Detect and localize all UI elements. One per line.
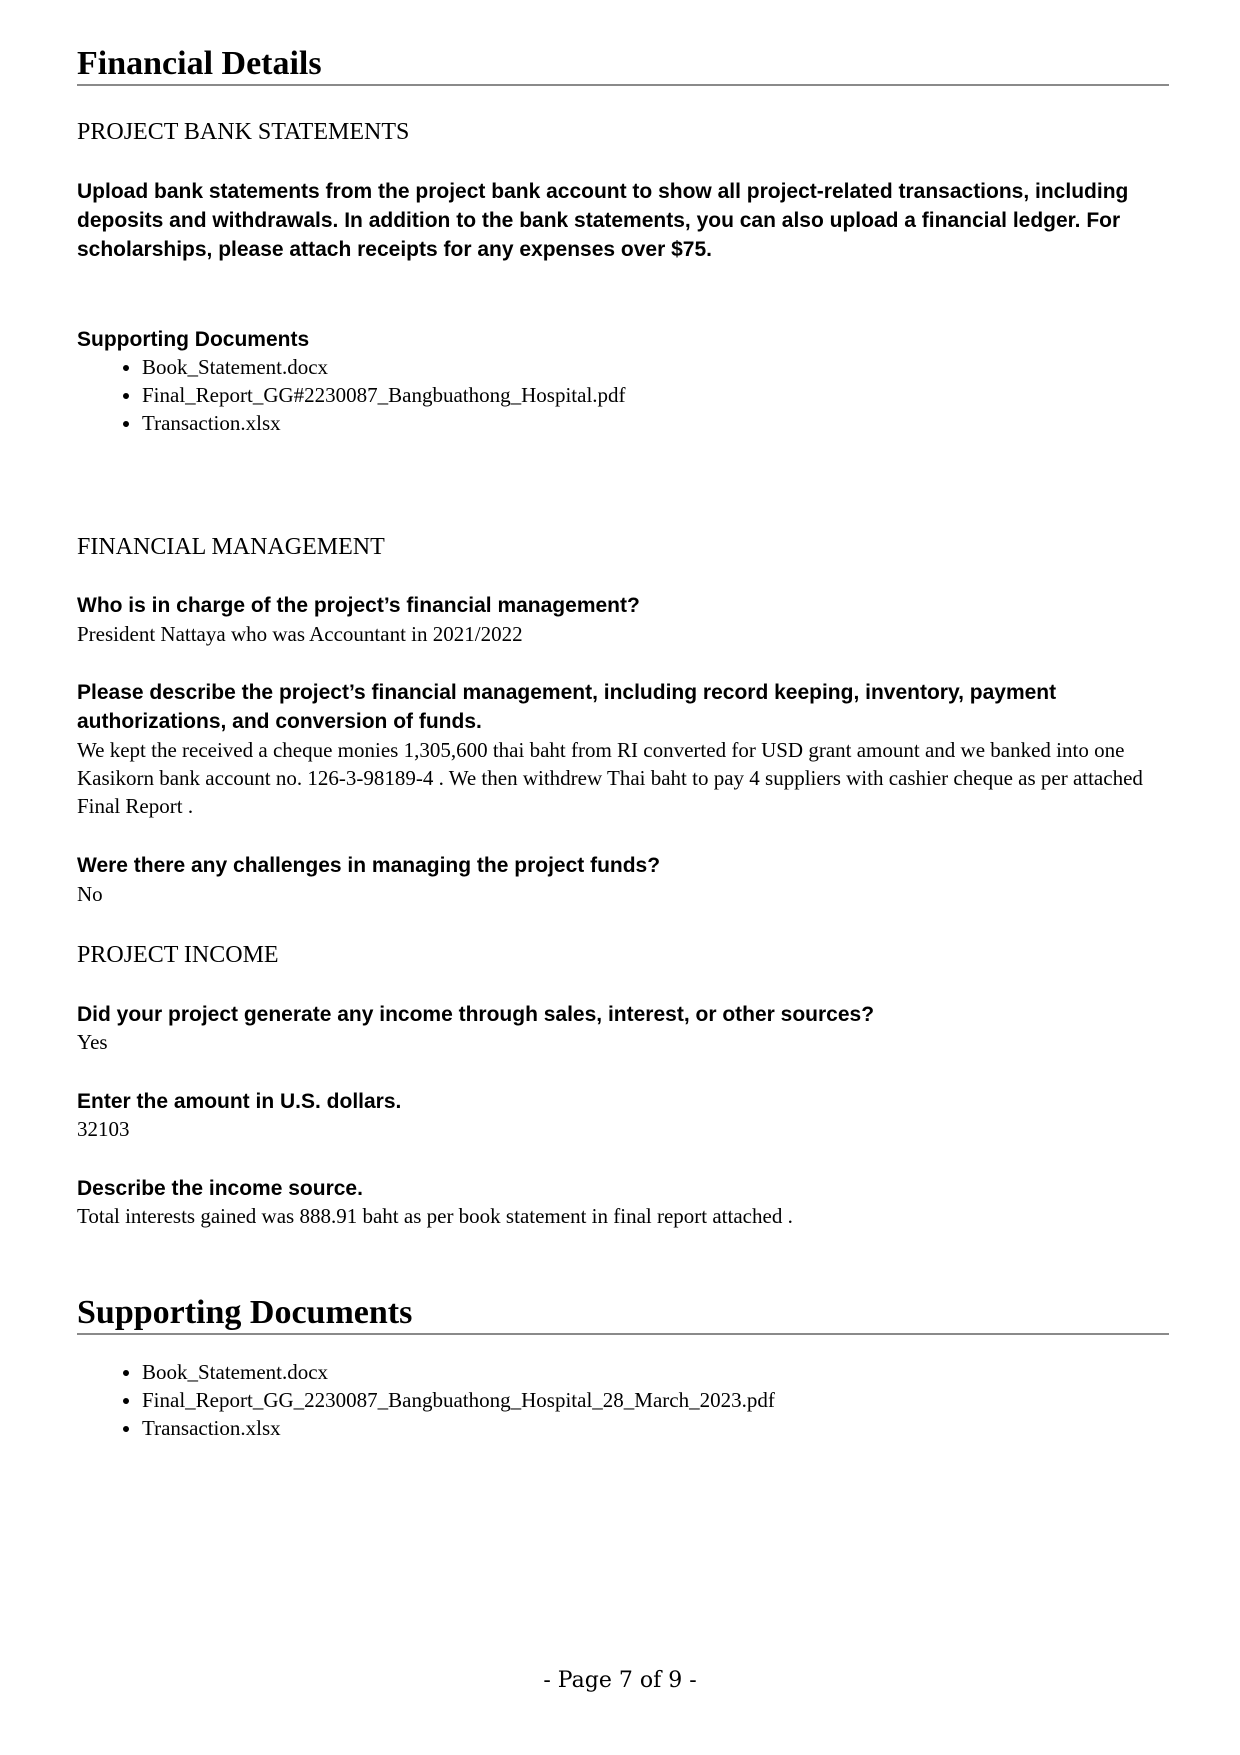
document-item[interactable]: • Transaction.xlsx bbox=[142, 409, 626, 437]
heading-financial-management: FINANCIAL MANAGEMENT bbox=[77, 534, 385, 560]
question-financial-manager: Who is in charge of the project’s financial management? bbox=[77, 594, 640, 617]
heading-project-income: PROJECT INCOME bbox=[77, 942, 279, 968]
question-amount-usd: Enter the amount in U.S. dollars. bbox=[77, 1090, 402, 1113]
supporting-documents-label: Supporting Documents bbox=[77, 328, 310, 351]
answer-amount-usd: 32103 bbox=[77, 1117, 130, 1141]
question-income-source: Describe the income source. bbox=[77, 1177, 363, 1200]
document-item[interactable]: • Transaction.xlsx bbox=[142, 1414, 775, 1442]
supporting-documents-list bbox=[77, 1358, 775, 1442]
answer-income-source: Total interests gained was 888.91 baht as per book statement in final report attached . bbox=[77, 1204, 793, 1228]
answer-challenges: No bbox=[77, 882, 103, 906]
section-title-supporting-documents: Supporting Documents bbox=[77, 1293, 1169, 1335]
question-challenges: Were there any challenges in managing the project funds? bbox=[77, 854, 661, 877]
section-title-financial-details: Financial Details bbox=[77, 44, 1169, 86]
document-item[interactable]: • Final_Report_GG#2230087_Bangbuathong_Hospital.pdf bbox=[142, 381, 626, 409]
question-income-generated: Did your project generate any income through sales, interest, or other sources? bbox=[77, 1003, 875, 1026]
question-financial-management-description: Please describe the project’s financial management, including record keeping, inventory, payment authorizations, and conversion of funds. bbox=[77, 681, 1057, 733]
document-item[interactable]: • Book_Statement.docx bbox=[142, 353, 626, 381]
page-number-footer: - Page 7 of 9 - bbox=[543, 1668, 697, 1693]
bank-statements-instructions: Upload bank statements from the project bank account to show all project-related transactions, including deposits and withdrawals. In addition to the bank statements, you can also upload a financial ledger. For scholarships, please attach receipts for any expenses over $75. bbox=[77, 180, 1129, 261]
document-item[interactable]: • Final_Report_GG_2230087_Bangbuathong_Hospital_28_March_2023.pdf bbox=[142, 1386, 775, 1414]
answer-financial-manager: President Nattaya who was Accountant in 2021/2022 bbox=[77, 622, 523, 646]
answer-financial-management-description: We kept the received a cheque monies 1,305,600 thai baht from RI converted for USD grant amount and we banked into one Kasikorn bank account no. 126-3-98189-4 . We then withdrew Thai baht to pay 4 suppliers with cashier cheque as per attached Final Report . bbox=[77, 738, 1143, 818]
heading-project-bank-statements: PROJECT BANK STATEMENTS bbox=[77, 119, 410, 145]
document-item[interactable]: • Book_Statement.docx bbox=[142, 1358, 775, 1386]
bank-statements-document-list bbox=[77, 353, 626, 437]
answer-income-generated: Yes bbox=[77, 1030, 108, 1054]
